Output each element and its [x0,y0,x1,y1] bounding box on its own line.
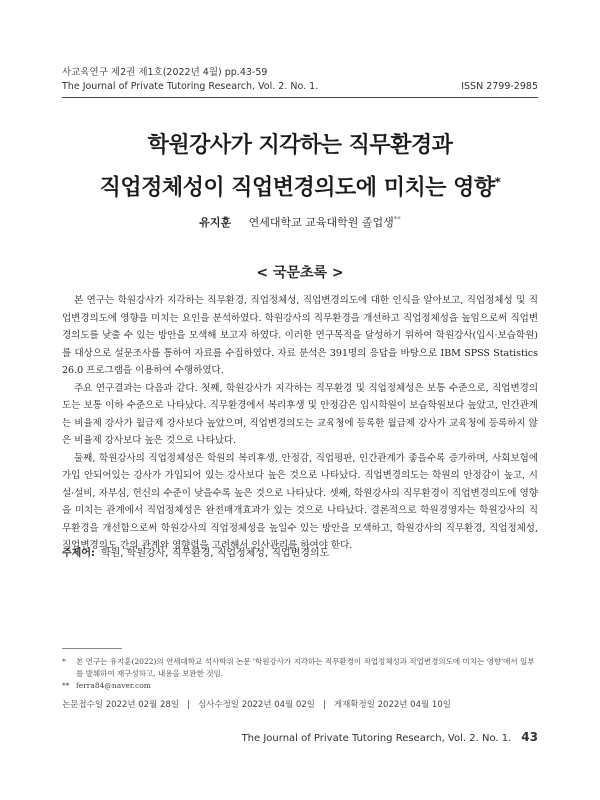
footnote-item [62,680,538,692]
abstract-paragraph: 주요 연구결과는 다음과 같다. 첫째, 학원강사가 지각하는 직무환경 및 직업정체성은 보통 수준으로, 직업변경의도는 보통 이하 수준으로 나타났다. 직무환경에서 복리후생 및 안정감은 입시학원이 보습학원보다 높았고, 인간관계는 비율제 강사가 월급제 강사보다 높았으며, 직업변경의도는 교육청에 등록한 월급제 강사가 교육청에 등록하지 않은 비율제 강사보다 높은 것으로 나타났다. [62,382,538,446]
abstract-body [62,292,538,555]
issn: ISSN 2799-2985 [461,81,538,92]
submission-dates [62,698,538,710]
footnotes [62,656,538,692]
journal-name: The Journal of Private Tutoring Research, Vol. 2. No. 1. [62,81,319,92]
keywords-label: 주제어: [62,548,95,559]
keywords-text: 학원, 학원강사, 직무환경, 직업정체성, 직업변경의도 [100,548,330,559]
footnote-email: ferra84@naver.com [76,681,151,690]
date-separator: | [323,700,326,710]
title-footnote-marker: * [494,175,501,189]
footer-journal: The Journal of Private Tutoring Research, Vol. 2. No. 1. [241,733,512,744]
page-number: 43 [521,730,538,744]
accepted-date: 게재확정일 2022년 04월 10일 [333,700,451,710]
footnote-mark: * [62,657,66,666]
date-separator: | [187,700,190,710]
keywords [62,544,538,559]
footnote-text: 본 연구는 유지훈(2022)의 연세대학교 석사학위 논문 '학원강사가 지각하는 직무환경이 직업정체성과 직업변경의도에 미치는 영향'에서 일부를 발췌하여 재구성하고, 내용을 보완한 것임. [76,657,535,678]
received-date: 논문접수일 2022년 02월 28일 [62,700,180,710]
volume-info: 사교육연구 제2권 제1호(2022년 4월) pp.43-59 [62,67,268,78]
abstract-paragraph: 본 연구는 학원강사가 지각하는 직무환경, 직업정체성, 직업변경의도에 대한 인식을 알아보고, 직업정체성 및 직업변경의도에 영향을 미치는 요인을 분석하였다. 학원강사의 직무환경을 개선하고 직업정체성을 높임으로써 직업변경의도를 낮출 수 있는 방안을 모색해 보고자 하였다. 이러한 연구목적을 달성하기 위하여 학원강사(입시·보습학원)를 대상으로 설문조사를 통하여 자료를 수집하였다. 자료 분석은 391명의 응답을 바탕으로 IBM SPSS Statistics 26.0 프로그램을 이용하여 수행하였다. [62,295,538,376]
paper-title [62,128,538,206]
footnote-rule [62,648,122,649]
revised-date: 심사수정일 2022년 04월 02일 [197,700,315,710]
header-rule [62,97,538,98]
running-header [62,66,538,94]
author-footnote-marker: ** [393,215,401,224]
page-footer [62,730,538,744]
footnote-item [62,656,538,680]
footnote-mark: ** [62,681,70,690]
author-affiliation: 연세대학교 교육대학원 졸업생 [248,216,394,229]
title-line-2: 직업정체성이 직업변경의도에 미치는 영향 [99,175,495,201]
abstract-heading: < 국문초록 > [256,265,344,281]
author-line [62,214,538,230]
title-line-1: 학원강사가 지각하는 직무환경과 [147,133,453,158]
abstract-paragraph: 둘째, 학원강사의 직업정체성은 학원의 복리후생, 안정감, 직업평판, 인간관계가 좋을수록 증가하며, 사회보험에 가입 안되어있는 강사가 가입되어 있는 강사보다 높은 것으로 나타났다. 직업변경의도는 학원의 안정감이 높고, 시설·설비, 자부심, 헌신의 수준이 낮을수록 높은 것으로 나타났다. 셋째, 학원강사의 직무환경이 직업변경의도에 영향을 미치는 관계에서 직업정체성은 완전매개효과가 있는 것으로 나타났다. 결론적으로 학원경영자는 학원강사의 직무환경을 개선함으로써 학원강사의 직업정체성을 높일수 있는 방안을 모색하고, 학원강사의 직무환경, 직업정체성, 직업변경의도 간의 관계와 영향력을 고려해서 인사관리를 하여야 한다. [62,452,538,551]
author-name: 유지훈 [199,216,232,229]
